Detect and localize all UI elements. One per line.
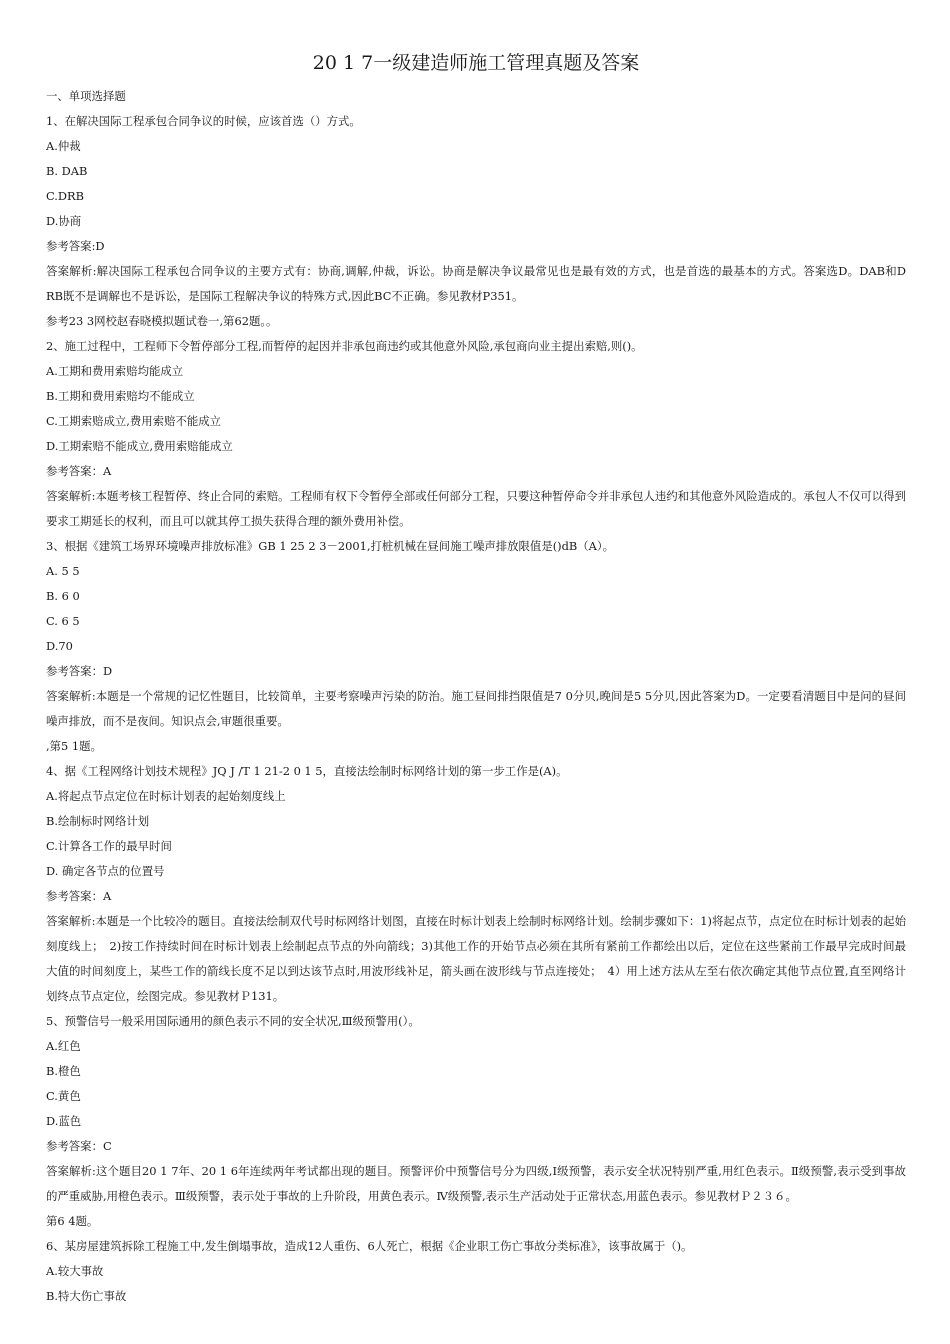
text-line: D. 确定各节点的位置号 (46, 864, 165, 878)
text-line: ,第5 1题。 (46, 739, 102, 753)
text-line: B. DAB (46, 164, 88, 178)
text-line: C.计算各工作的最早时间 (46, 839, 172, 853)
text-line: C.DRB (46, 189, 85, 203)
text-line: B.橙色 (46, 1064, 81, 1078)
text-line: B.绘制标时网络计划 (46, 814, 150, 828)
document-body (46, 109, 906, 1309)
text-line: 参考答案：A (46, 464, 112, 478)
text-line: D.蓝色 (46, 1114, 82, 1128)
text-line: 第6 4题。 (46, 1214, 99, 1228)
text-line: 1、在解决国际工程承包合同争议的时候，应该首选（）方式。 (46, 114, 361, 128)
text-line: D.工期索赔不能成立,费用索赔能成立 (46, 439, 233, 453)
text-line: B.特大伤亡事故 (46, 1289, 127, 1303)
text-line: C.黄色 (46, 1089, 81, 1103)
text-line: 3、根据《建筑工场界环境噪声排放标准》GB 1 25 2 3－2001,打桩机械在昼间施工噪声排放限值是()dB（A）。 (46, 539, 614, 553)
text-line: 6、某房屋建筑拆除工程施工中,发生倒塌事故，造成12人重伤、6人死亡，根据《企业职工伤亡事故分类标准》，该事故属于（)。 (46, 1239, 693, 1253)
text-line: 参考答案：A (46, 889, 112, 903)
text-line: A.较大事故 (46, 1264, 104, 1278)
text-line: D.协商 (46, 214, 82, 228)
text-line: 参考答案:D (46, 239, 105, 253)
text-line: A.将起点节点定位在时标计划表的起始刻度线上 (46, 789, 286, 803)
text-line: B. 6 0 (46, 589, 80, 603)
text-line: 参考答案：D (46, 664, 113, 678)
document-title: 20 1 7一级建造师施工管理真题及答案 (312, 52, 640, 74)
text-line: A.红色 (46, 1039, 81, 1053)
text-line: 4、据《工程网络计划技术规程》JQ J /T 1 21-2 0 1 5，直接法绘制时标网络计划的第一步工作是(A)。 (46, 764, 568, 778)
explanation-paragraph: 答案解析:本题考核工程暂停、终止合同的索赔。工程师有权下令暂停全部或任何部分工程，只要这种暂停命令并非承包人违约和其他意外风险造成的。承包人不仅可以得到要求工期延长的权利，而且可以就其停工损失获得合理的额外费用补偿。 (46, 489, 906, 528)
text-line: C.工期索赔成立,费用索赔不能成立 (46, 414, 222, 428)
text-line: C. 6 5 (46, 614, 80, 628)
explanation-paragraph: 答案解析:这个题目20 1 7年、20 1 6年连续两年考试都出现的题目。预警评价中预警信号分为四级,Ⅰ级预警，表示安全状况特别严重,用红色表示。Ⅱ级预警,表示受到事故的严重威胁,用橙色表示。Ⅲ级预警，表示处于事故的上升阶段，用黄色表示。Ⅳ级预警,表示生产活动处于正常状态,用蓝色表示。参见教材Ｐ２３６。 (46, 1164, 906, 1203)
explanation-paragraph: 答案解析:本题是一个常规的记忆性题目，比较简单，主要考察噪声污染的防治。施工昼间排挡限值是7 0分贝,晚间是5 5分贝,因此答案为D。一定要看清题目中是问的昼间噪声排放，而不是夜间。知识点会,审题很重要。 (46, 689, 906, 728)
explanation-paragraph: 答案解析:本题是一个比较冷的题目。直接法绘制双代号时标网络计划图，直接在时标计划表上绘制时标网络计划。绘制步骤如下：1)将起点节，点定位在时标计划表的起始刻度线上； 2)按工作持续时间在时标计划表上绘制起点节点的外向箭线；3)其他工作的开始节点必须在其所有紧前工作都绘出以后，定位在这些紧前工作最早完成时间最大值的时间刻度上，某些工作的箭线长度不足以到达该节点时,用波形线补足，箭头画在波形线与节点连接处； 4）用上述方法从左至右依次确定其他节点位置,直至网络计划终点节点定位，绘图完成。参见教材Ｐ131。 (46, 914, 906, 1003)
text-line: A. 5 5 (46, 564, 80, 578)
explanation-paragraph: 答案解析:解决国际工程承包合同争议的主要方式有：协商,调解,仲裁，诉讼。协商是解决争议最常见也是最有效的方式，也是首选的最基本的方式。答案选D。DAB和D RB既不是调解也不是诉讼，是国际工程解决争议的特殊方式,因此BC不正确。参见教材P351。 (46, 264, 906, 303)
text-line: A.工期和费用索赔均能成立 (46, 364, 184, 378)
text-line: 2、施工过程中，工程师下令暂停部分工程,而暂停的起因并非承包商违约或其他意外风险,承包商向业主提出索赔,则()。 (46, 339, 643, 353)
text-line: A.仲裁 (46, 139, 81, 153)
section-heading: 一、单项选择题 (46, 89, 126, 103)
text-line: 参考答案：C (46, 1139, 112, 1153)
text-line: B.工期和费用索赔均不能成立 (46, 389, 195, 403)
text-line: 5、预警信号一般采用国际通用的颜色表示不同的安全状况,Ⅲ级预警用(）。 (46, 1014, 420, 1028)
text-line: 参考23 3网校赵春晓模拟题试卷一,第62题。。 (46, 314, 278, 328)
text-line: D.70 (46, 639, 73, 653)
